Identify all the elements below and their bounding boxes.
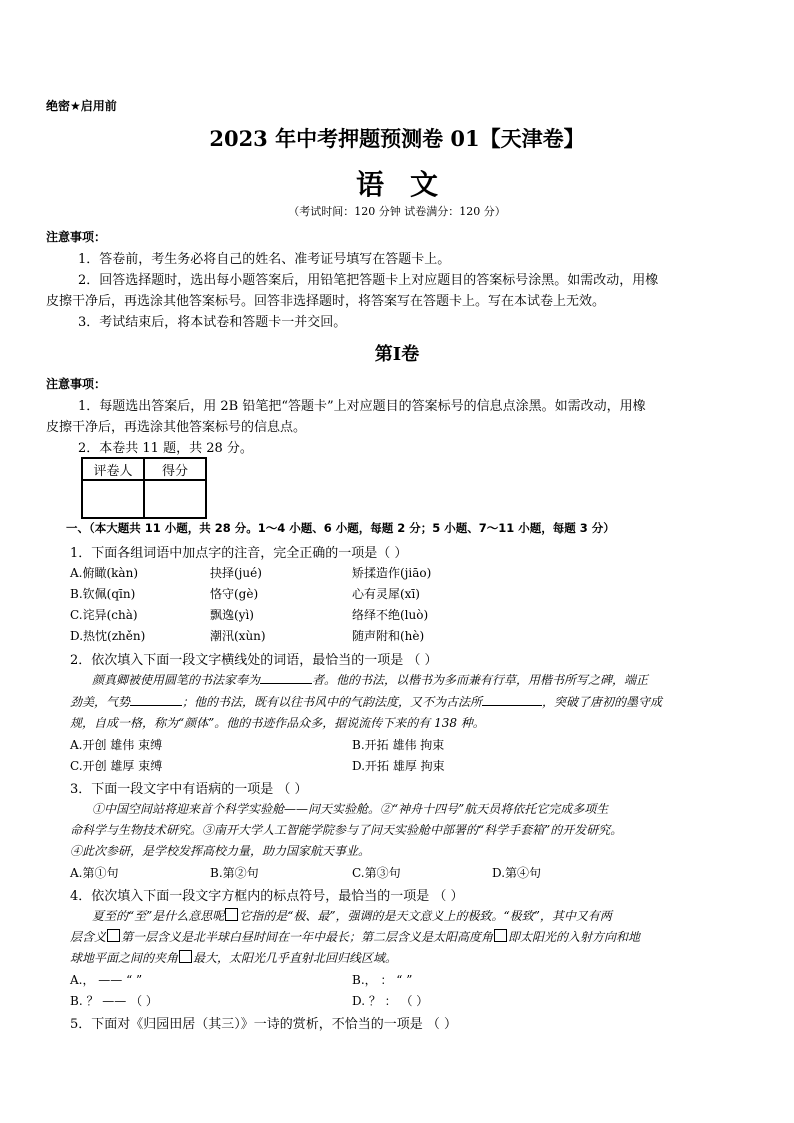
- question-stem: 2．依次填入下面一段文字横线处的词语，最恰当的一项是 （ ）: [70, 653, 438, 668]
- passage-line: 颜真卿被使用圆笔的书法家奉为 者。他的书法，以楷书为多而兼有行草，用楷书所写之碑，端正: [92, 673, 649, 687]
- blank-box: [107, 929, 120, 942]
- blank-line: [260, 673, 312, 684]
- blank-line: [130, 695, 182, 706]
- option-d-word2: 潮汛(xùn): [210, 629, 266, 643]
- score-cell: [144, 480, 206, 518]
- option-d-word3: 随声附和(hè): [352, 629, 425, 643]
- passage-line: ①中国空间站将迎来首个科学实验舱——问天实验舱。②“神舟十四号”航天员将依托它完成多项生: [92, 802, 609, 816]
- notice-item: 皮擦干净后，再选涂其他答案标号。回答非选择题时，将答案写在答题卡上。写在本试卷上无效。: [46, 294, 606, 309]
- option-b: B.钦佩(qīn): [70, 587, 136, 601]
- option-b-word2: 恪守(gè): [210, 587, 259, 601]
- blank-line: [482, 695, 542, 706]
- passage-line: 劲美，气势 ；他的书法，既有以往书风中的气韵法度，又不为古法所 ，突破了唐初的墨守成: [70, 695, 663, 709]
- option-a-word2: 抉择(jué): [210, 566, 262, 580]
- option-d: D.热忱(zhěn): [70, 629, 146, 643]
- option-c-word2: 飘逸(yì): [210, 608, 254, 622]
- question-stem: 5．下面对《归园田居（其三）》一诗的赏析，不恰当的一项是 （ ）: [70, 1017, 458, 1032]
- option-c-word3: 络绎不绝(luò): [352, 608, 429, 622]
- option-c: C.诧异(chà): [70, 608, 138, 622]
- option-a: A.第①句: [70, 866, 119, 880]
- option-d: D. ？ ： （ ）: [352, 994, 429, 1008]
- part-notice-item: 1．每题选出答案后，用 2B 铅笔把“答题卡”上对应题目的答案标号的信息点涂黑。如需改动，用橡: [78, 399, 646, 414]
- option-a: A.俯瞰(kàn): [70, 566, 138, 580]
- part-notice-heading: 注意事项：: [46, 377, 107, 391]
- notice-item: 1．答卷前，考生务必将自己的姓名、准考证号填写在答题卡上。: [78, 252, 451, 267]
- blank-box: [225, 908, 238, 921]
- section-header: 一、（本大题共 11 小题，共 28 分。1～4 小题、6 小题，每题 2 分；5 小题、7～11 小题，每题 3 分）: [66, 521, 615, 535]
- option-b: B.开拓 雄伟 拘束: [352, 738, 445, 752]
- grader-table: [81, 457, 207, 519]
- part-notice-item: 2．本卷共 11 题，共 28 分。: [78, 441, 253, 456]
- passage-line: 球地平面之间的夹角 最大，太阳光几乎直射北回归线区域。: [70, 951, 398, 965]
- option-d: D.第④句: [492, 866, 542, 880]
- subject-title: 语文: [355, 168, 464, 201]
- exam-info: （考试时间：120 分钟 试卷满分：120 分）: [288, 205, 506, 218]
- option-a: A.开创 雄伟 束缚: [70, 738, 163, 752]
- passage-line: 夏至的“至”是什么意思呢 它指的是“极、最”，强调的是天文意义上的极致。“极致”，其中又有两: [92, 909, 612, 923]
- part-notice-item: 皮擦干净后，再选涂其他答案标号的信息点。: [46, 420, 307, 435]
- score-header: 得分: [144, 458, 206, 480]
- option-b-word3: 心有灵犀(xī): [352, 587, 420, 601]
- option-c: C.开创 雄厚 束缚: [70, 759, 163, 773]
- blank-box: [179, 950, 192, 963]
- question-stem: 4．依次填入下面一段文字方框内的标点符号，最恰当的一项是 （ ）: [70, 889, 464, 904]
- option-c: B. ？ —— （ ）: [70, 994, 158, 1008]
- option-a-word3: 矫揉造作(jiāo): [352, 566, 432, 580]
- grader-cell: [82, 480, 144, 518]
- passage-line: 规，自成一格，称为“颜体”。他的书迹作品众多，据说流传下来的有 138 种。: [70, 716, 485, 730]
- question-stem: 3．下面一段文字中有语病的一项是 （ ）: [70, 782, 308, 797]
- blank-box: [494, 929, 507, 942]
- grader-header: 评卷人: [82, 458, 144, 480]
- option-a: A.， —— “ ”: [70, 973, 143, 987]
- part-title: 第Ⅰ卷: [374, 344, 420, 365]
- passage-line: 命科学与生物技术研究。③南开大学人工智能学院参与了问天实验舱中部署的“科学手套箱”的开发研究。: [70, 823, 623, 837]
- option-b: B.， ： “ ”: [352, 973, 413, 987]
- passage-line: 层含义 第一层含义是北半球白昼时间在一年中最长；第二层含义是太阳高度角 即太阳光的入射方向和地: [70, 930, 641, 944]
- question-stem: 1．下面各组词语中加点字的注音，完全正确的一项是（ ）: [70, 546, 408, 561]
- option-d: D.开拓 雄厚 拘束: [352, 759, 445, 773]
- notice-item: 2．回答选择题时，选出每小题答案后，用铅笔把答题卡上对应题目的答案标号涂黑。如需改动，用橡: [78, 273, 659, 288]
- exam-title: 2023 年中考押题预测卷 01【天津卷】: [209, 126, 585, 151]
- confidential-label: 绝密★启用前: [46, 99, 117, 113]
- notice-item: 3．考试结束后，将本试卷和答题卡一并交回。: [78, 315, 347, 330]
- notice-heading: 注意事项：: [46, 230, 107, 244]
- passage-line: ④此次参研，是学校发挥高校力量，助力国家航天事业。: [70, 844, 371, 858]
- option-c: C.第③句: [352, 866, 401, 880]
- option-b: B.第②句: [210, 866, 259, 880]
